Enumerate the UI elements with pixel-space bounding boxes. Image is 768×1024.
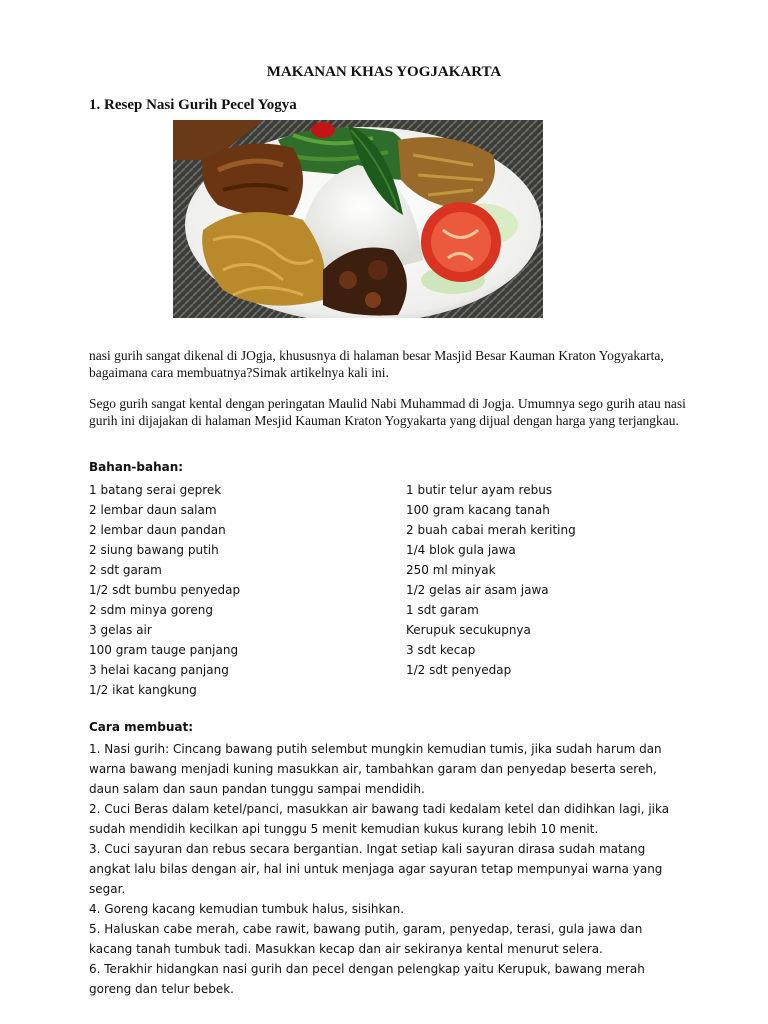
ingredient-item: 3 helai kacang panjang xyxy=(89,663,229,677)
method-step: 5. Haluskan cabe merah, cabe rawit, bawang putih, garam, penyedap, terasi, gula jawa dan kacang tanah tumbuk tadi. Masukkan kecap dan air sekiranya kental menurut selera. xyxy=(89,922,643,956)
ingredient-item: 2 siung bawang putih xyxy=(89,543,219,557)
recipe-heading: 1. Resep Nasi Gurih Pecel Yogya xyxy=(89,97,297,113)
ingredient-item: 1/2 sdt penyedap xyxy=(406,663,512,677)
method-step: 4. Goreng kacang kemudian tumbuk halus, sisihkan. xyxy=(89,902,405,916)
intro-paragraph-2: Sego gurih sangat kental dengan peringatan Maulid Nabi Muhammad di Jogja. Umumnya sego gurih atau nasi gurih ini dijajakan di halaman Mesjid Kauman Kraton Yogyakarta yang dijual dengan harga yang terjangkau. xyxy=(89,396,686,428)
method-step: 6. Terakhir hidangkan nasi gurih dan pecel dengan pelengkap yaitu Kerupuk, bawang merah goreng dan telur bebek. xyxy=(89,962,645,996)
ingredient-item: 250 ml minyak xyxy=(406,563,496,577)
method-step: 1. Nasi gurih: Cincang bawang putih selembut mungkin kemudian tumis, jika sudah harum dan warna bawang menjadi kuning masukkan air, tambahkan garam dan penyedap beserta sereh, daun salam dan saun pandan tunggu sampai mendidih. xyxy=(89,742,662,796)
ingredient-item: 1/2 gelas air asam jawa xyxy=(406,583,549,597)
ingredients-list-left xyxy=(89,480,240,700)
ingredient-item: 100 gram tauge panjang xyxy=(89,643,239,657)
method-steps xyxy=(89,739,689,999)
ingredient-item: 2 sdt garam xyxy=(89,563,162,577)
ingredient-item: 3 gelas air xyxy=(89,623,152,637)
ingredient-item: Kerupuk secukupnya xyxy=(406,623,531,637)
ingredient-item: 2 lembar daun salam xyxy=(89,503,217,517)
ingredient-item: 3 sdt kecap xyxy=(406,643,476,657)
method-step: 3. Cuci sayuran dan rebus secara bergantian. Ingat setiap kali sayuran dirasa sudah matang angkat lalu bilas dengan air, hal ini untuk menjaga agar sayuran tetap mempunyai warna yang segar. xyxy=(89,842,663,896)
ingredient-item: 2 sdm minya goreng xyxy=(89,603,213,617)
intro-paragraph-1: nasi gurih sangat dikenal di JOgja, khususnya di halaman besar Masjid Besar Kauman Kraton Yogyakarta, bagaimana cara membuatnya?Simak artikelnya kali ini. xyxy=(89,348,664,380)
ingredient-item: 1/2 sdt bumbu penyedap xyxy=(89,583,241,597)
food-photo xyxy=(173,120,543,318)
ingredient-item: 2 lembar daun pandan xyxy=(89,523,226,537)
method-step: 2. Cuci Beras dalam ketel/panci, masukkan air bawang tadi kedalam ketel dan didihkan lagi, jika sudah mendidih kecilkan api tunggu 5 menit kemudian kukus kurang lebih 10 menit. xyxy=(89,802,670,836)
document-title: MAKANAN KHAS YOGJAKARTA xyxy=(266,64,502,80)
ingredient-item: 1/2 ikat kangkung xyxy=(89,683,197,697)
ingredient-item: 1/4 blok gula jawa xyxy=(406,543,516,557)
ingredient-item: 2 buah cabai merah keriting xyxy=(406,523,576,537)
ingredient-item: 1 batang serai geprek xyxy=(89,483,222,497)
ingredient-item: 1 sdt garam xyxy=(406,603,479,617)
ingredient-item: 1 butir telur ayam rebus xyxy=(406,483,553,497)
ingredients-label: Bahan-bahan: xyxy=(89,460,184,474)
ingredient-item: 100 gram kacang tanah xyxy=(406,503,550,517)
method-label: Cara membuat: xyxy=(89,720,194,734)
ingredients-list-right xyxy=(406,480,576,680)
